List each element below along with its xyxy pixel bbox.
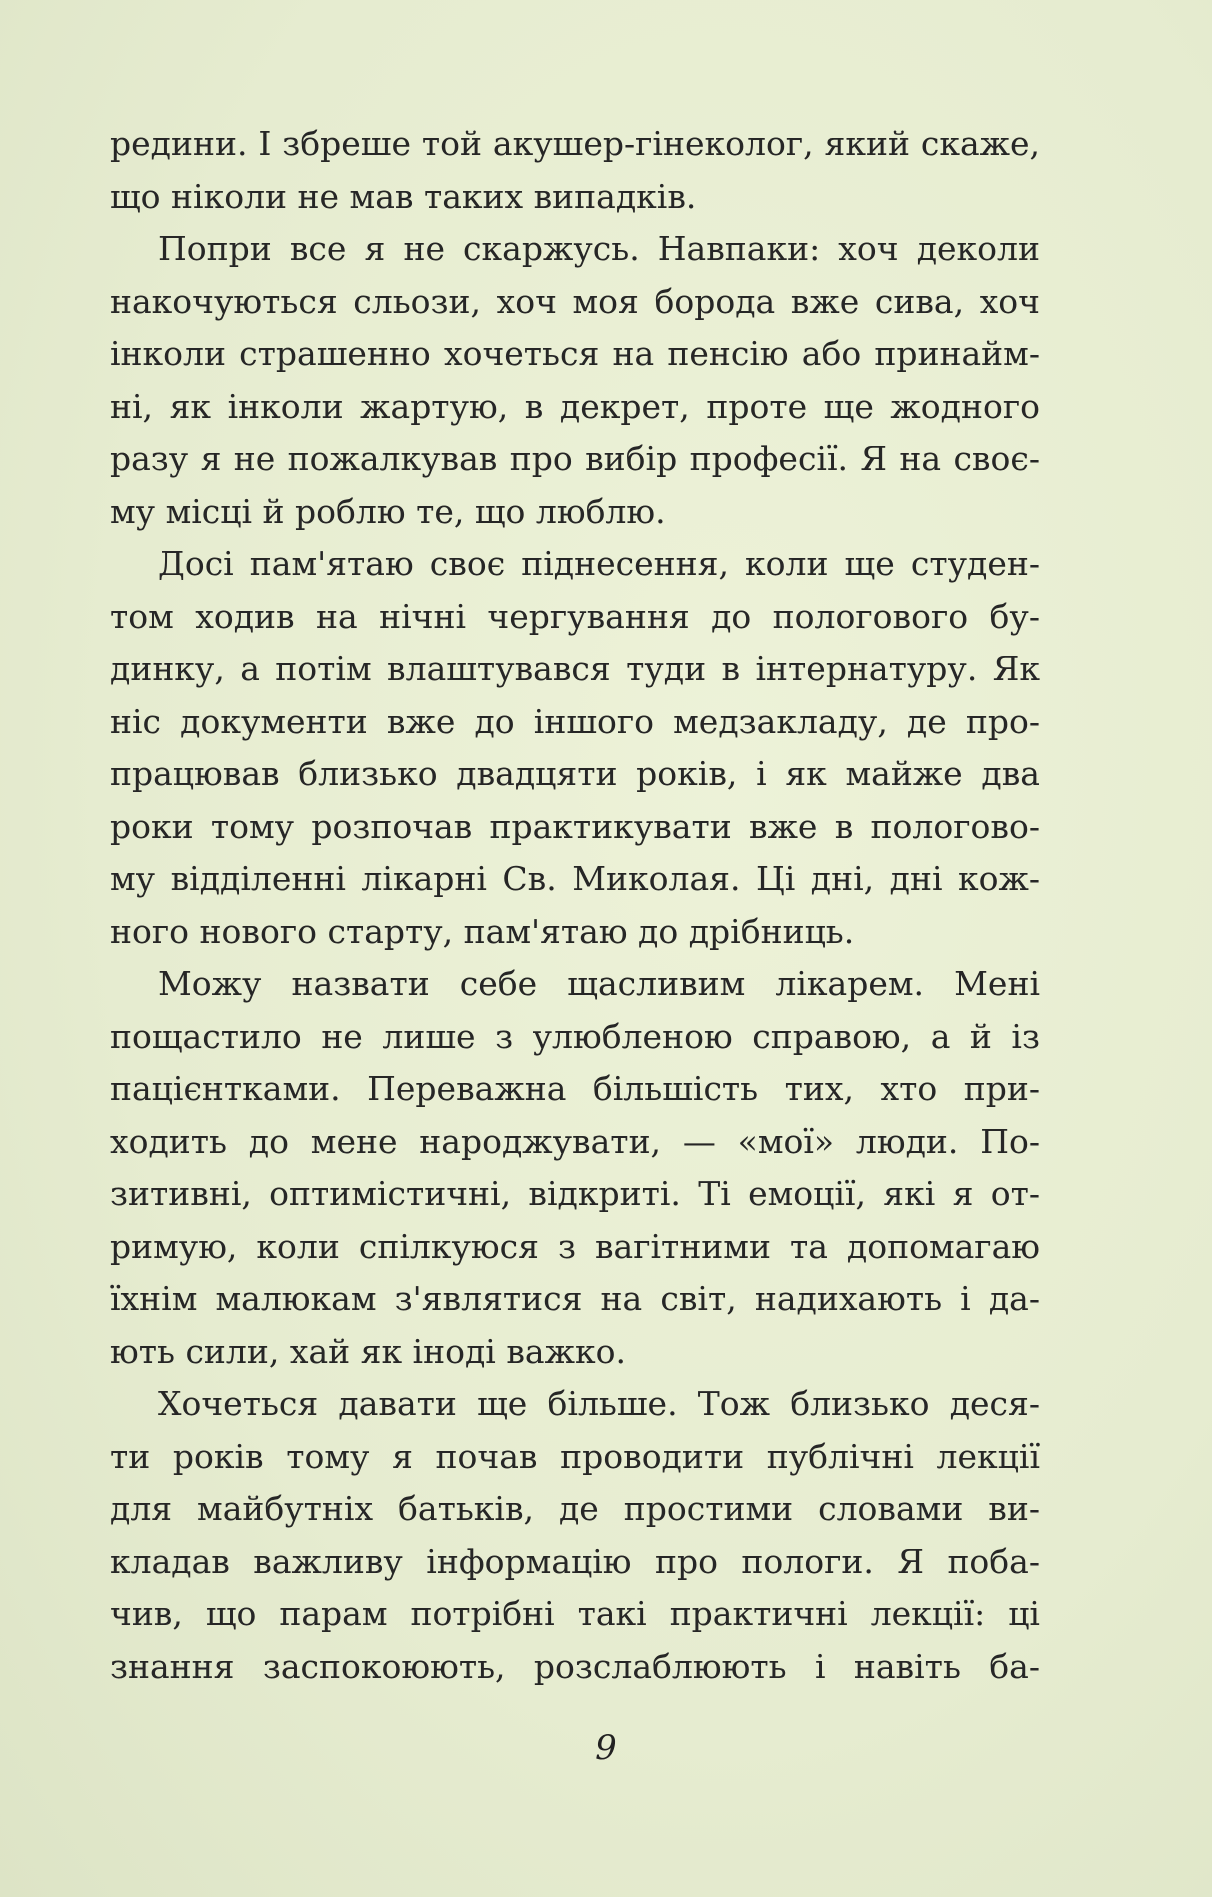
text-line: ти років тому я почав проводити публічні лекції [110, 1436, 1040, 1476]
text-line: чив, що парам потрібні такі практичні лекції: ці [110, 1594, 1040, 1633]
text-line: ходить до мене народжувати, — «мої» люди. По- [110, 1121, 1040, 1161]
text-line: працював близько двадцяти років, і як майже два [110, 754, 1040, 793]
text-line: римую, коли спілкуюся з вагітними та допомагаю [110, 1226, 1040, 1266]
text-line: ні, як інколи жартую, в декрет, проте ще жодного [110, 386, 1040, 426]
text-line: ного нового старту, пам'ятаю до дрібниць. [110, 911, 855, 951]
text-line: Досі пам'ятаю своє піднесення, коли ще студен- [158, 544, 1040, 583]
text-line: кладав важливу інформацію про пологи. Я поба- [110, 1541, 1040, 1581]
text-line: ніс документи вже до іншого медзакладу, де про- [110, 701, 1040, 741]
text-line: що ніколи не мав таких випадків. [110, 176, 697, 216]
page-number: 9 [595, 1728, 617, 1768]
text-line: Можу назвати себе щасливим лікарем. Мені [158, 964, 1040, 1003]
text-line: ють сили, хай як іноді важко. [110, 1331, 626, 1371]
text-line: їхнім малюкам з'являтися на світ, надихають і да- [110, 1279, 1040, 1318]
text-line: редини. І збреше той акушер-гінеколог, який скаже, [110, 124, 1040, 163]
paragraph [110, 118, 1040, 223]
text-line: для майбутніх батьків, де простими словами ви- [110, 1489, 1040, 1528]
text-line: том ходив на нічні чергування до пологового бу- [110, 596, 1040, 636]
text-line: інколи страшенно хочеться на пенсію або принайм- [110, 334, 1040, 373]
paragraph [110, 1378, 1040, 1693]
page-body [110, 118, 1040, 1693]
text-line: разу я не пожалкував про вибір професії. Я на своє- [110, 439, 1040, 478]
text-line: роки тому розпочав практикувати вже в пологово- [110, 806, 1040, 846]
text-line: знання заспокоюють, розслаблюють і навіть ба- [110, 1646, 1040, 1686]
text-line: Попри все я не скаржусь. Навпаки: хоч деколи [158, 229, 1040, 268]
paragraph [110, 223, 1040, 538]
paragraph [110, 538, 1040, 958]
text-line: накочуються сльози, хоч моя борода вже сива, хоч [110, 281, 1040, 321]
text-line: му місці й роблю те, що люблю. [110, 491, 666, 531]
text-line: динку, а потім влаштувався туди в інтернатуру. Як [110, 649, 1040, 688]
text-line: пощастило не лише з улюбленою справою, а й із [110, 1016, 1040, 1056]
text-line: пацієнтками. Переважна більшість тих, хто при- [110, 1069, 1040, 1108]
text-line: му відділенні лікарні Св. Миколая. Ці дні, дні кож- [110, 859, 1040, 898]
text-line: зитивні, оптимістичні, відкриті. Ті емоції, які я от- [110, 1174, 1040, 1213]
paragraph [110, 958, 1040, 1378]
text-line: Хочеться давати ще більше. Тож близько деся- [158, 1384, 1040, 1423]
